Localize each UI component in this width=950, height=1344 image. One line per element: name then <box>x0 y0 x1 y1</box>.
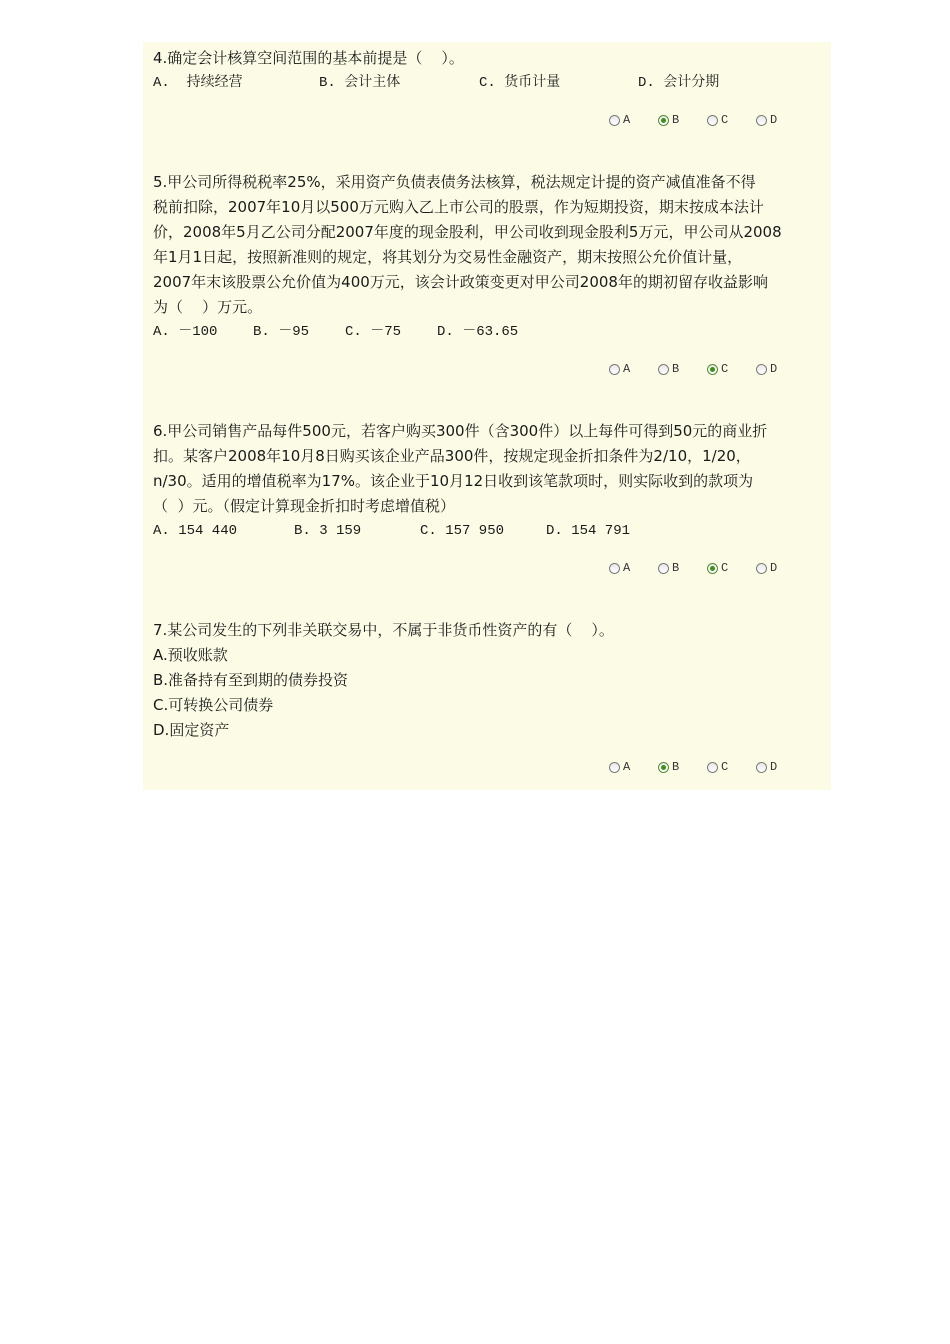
option-c-text: C. 157 950 <box>420 523 505 539</box>
answer-radio-a[interactable]: A <box>609 558 658 578</box>
option-d-text: D. 154 791 <box>546 523 631 539</box>
option-d-text: D. 会计分期 <box>638 75 720 91</box>
radio-icon[interactable] <box>756 762 767 773</box>
radio-icon[interactable] <box>658 364 669 375</box>
option-b-text: B. 会计主体 <box>319 75 401 91</box>
option-c-text: C.可转换公司债券 <box>153 696 274 714</box>
options-row <box>153 71 825 96</box>
answer-radio-group-5 <box>609 359 805 379</box>
answer-radio-b[interactable]: B <box>658 757 707 777</box>
options-row <box>153 519 825 544</box>
answer-radio-b[interactable]: B <box>658 558 707 578</box>
radio-icon[interactable] <box>707 762 718 773</box>
option-d-text: D. －63.65 <box>437 324 519 340</box>
answer-radio-b[interactable]: B <box>658 110 707 130</box>
answer-radio-a[interactable]: A <box>609 359 658 379</box>
options-row <box>153 320 825 345</box>
answer-radio-group-4 <box>609 110 805 130</box>
option-a-text: A. 154 440 <box>153 523 238 539</box>
question-text: 7.某公司发生的下列非关联交易中，不属于非货币性资产的有（ ）。 <box>153 621 614 639</box>
option-b-text: B.准备持有至到期的债券投资 <box>153 671 349 689</box>
radio-icon[interactable] <box>756 115 767 126</box>
option-b-text: B. 3 159 <box>294 523 362 539</box>
radio-icon[interactable] <box>707 115 718 126</box>
answer-radio-b[interactable]: B <box>658 359 707 379</box>
radio-icon[interactable] <box>609 563 620 574</box>
radio-checked-icon[interactable] <box>707 364 718 375</box>
radio-icon[interactable] <box>609 762 620 773</box>
radio-checked-icon[interactable] <box>658 762 669 773</box>
question-7 <box>153 618 825 743</box>
answer-radio-c[interactable]: C <box>707 558 756 578</box>
answer-radio-d[interactable]: D <box>756 110 805 130</box>
question-4 <box>153 46 825 96</box>
radio-checked-icon[interactable] <box>707 563 718 574</box>
answer-radio-a[interactable]: A <box>609 110 658 130</box>
question-text: 4.确定会计核算空间范围的基本前提是（ ）。 <box>153 49 464 67</box>
radio-icon[interactable] <box>756 364 767 375</box>
option-a-text: A.预收账款 <box>153 646 228 664</box>
radio-icon[interactable] <box>609 115 620 126</box>
answer-radio-c[interactable]: C <box>707 757 756 777</box>
radio-checked-icon[interactable] <box>658 115 669 126</box>
question-text: 6.甲公司销售产品每件500元，若客户购买300件（含300件）以上每件可得到50元的商业折 扣。某客户2008年10月8日购买该企业产品300件，按规定现金折扣条件为2/10，1/20， n/30。适用的增值税率为17%。该企业于10月12日收到该笔款项时，则实际收到的款项为 （ ）元。（假定计算现金折扣时考虑增值税） <box>153 422 768 515</box>
radio-icon[interactable] <box>609 364 620 375</box>
radio-icon[interactable] <box>658 563 669 574</box>
option-c-text: C. 货币计量 <box>479 75 561 91</box>
question-6 <box>153 419 825 544</box>
answer-radio-d[interactable]: D <box>756 757 805 777</box>
answer-radio-d[interactable]: D <box>756 558 805 578</box>
option-a-text: A. －100 <box>153 324 218 340</box>
quiz-panel <box>143 42 831 790</box>
question-5 <box>153 170 825 345</box>
option-d-text: D.固定资产 <box>153 721 230 739</box>
answer-radio-c[interactable]: C <box>707 110 756 130</box>
question-text: 5.甲公司所得税税率25%，采用资产负债表债务法核算，税法规定计提的资产减值准备不得 税前扣除，2007年10月以500万元购入乙上市公司的股票，作为短期投资，期末按成本法计 价，2008年5月乙公司分配2007年度的现金股利，甲公司收到现金股利5万元，甲公司从2008 年1月1日起，按照新准则的规定，将其划分为交易性金融资产，期末按照公允价值计量， 2007年末该股票公允价值为400万元，该会计政策变更对甲公司2008年的期初留存收益影响 为（ ）万元。 <box>153 173 782 316</box>
answer-radio-group-6 <box>609 558 805 578</box>
answer-radio-d[interactable]: D <box>756 359 805 379</box>
radio-icon[interactable] <box>756 563 767 574</box>
option-c-text: C. －75 <box>345 324 402 340</box>
answer-radio-group-7 <box>609 757 805 777</box>
answer-radio-c[interactable]: C <box>707 359 756 379</box>
answer-radio-a[interactable]: A <box>609 757 658 777</box>
option-a-text: A. 持续经营 <box>153 75 243 91</box>
option-b-text: B. －95 <box>253 324 310 340</box>
